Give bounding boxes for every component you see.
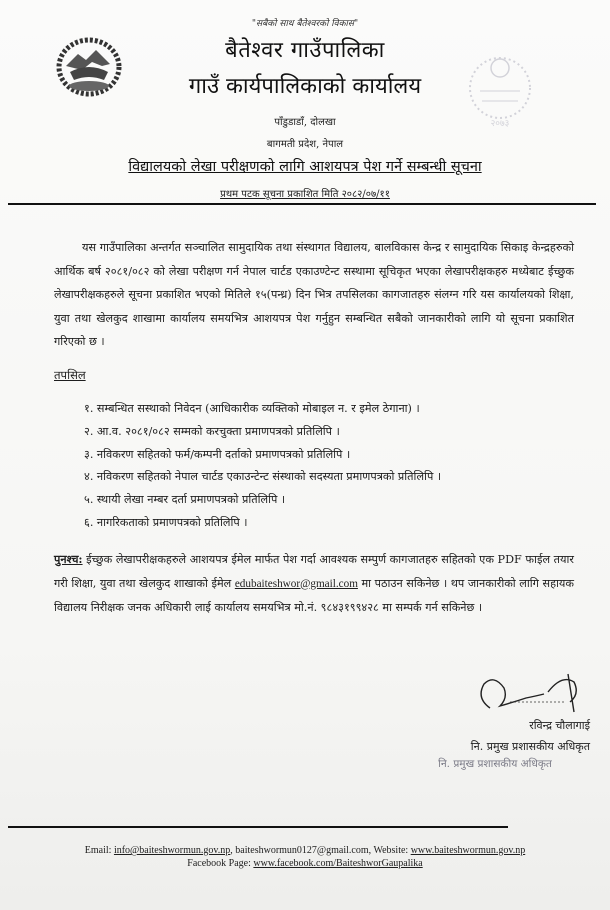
- email-separator: ,: [230, 845, 236, 856]
- address-line-1: पाँडुडाडाँ, दोलखा: [274, 117, 336, 128]
- notice-subject: विद्यालयको लेखा परीक्षणको लागि आशयपत्र पेश गर्ने सम्बन्धी सूचना: [128, 159, 482, 175]
- list-heading: तपसिल: [54, 368, 86, 382]
- office-name: गाउँ कार्यपालिकाको कार्यालय: [188, 74, 422, 99]
- requirements-list: [84, 398, 441, 535]
- list-item: १. सम्बन्धित सस्थाको निवेदन (आधिकारीक व्यक्तिको मोबाइल न. र इमेल ठेगाना) ।: [84, 402, 420, 415]
- footer-contact: [0, 845, 610, 856]
- list-item: ६. नागरिकताको प्रमाणपत्रको प्रतिलिपि ।: [84, 515, 248, 529]
- stamp-year: २०७३: [490, 119, 510, 129]
- list-item: ५. स्थायी लेखा नम्बर दर्ता प्रमाणपत्रको प्रतिलिपि ।: [84, 493, 286, 507]
- email-link-2[interactable]: baiteshwormun0127@gmail.com: [235, 845, 369, 856]
- note-email-link[interactable]: edubaiteshwor@gmail.com: [234, 577, 358, 590]
- slogan: "सबैको साथ बैतेश्वरको विकास": [251, 19, 359, 29]
- address-line-2: बागमती प्रदेश, नेपाल: [266, 139, 344, 150]
- signatory-title: नि. प्रमुख प्रशासकीय अधिकृत: [470, 740, 590, 753]
- signature-icon: [470, 668, 590, 720]
- signatory-name: रविन्द्र चौलागाई: [529, 719, 590, 732]
- note-label: पुनश्च:: [54, 552, 83, 566]
- facebook-label: Facebook Page:: [187, 858, 254, 869]
- publish-date: प्रथम पटक सूचना प्रकाशित मिति २०८२/०७/११: [220, 189, 390, 200]
- list-item: २. आ.व. २०८१/०८२ सम्मको करचुक्ता प्रमाणपत्रको प्रतिलिपि ।: [84, 424, 340, 438]
- facebook-link[interactable]: www.facebook.com/BaiteshworGaupalika: [253, 858, 423, 869]
- postscript-note: [54, 548, 574, 620]
- list-item: ३. नविकरण सहितको फर्म/कम्पनी दर्ताको प्रमाणपत्रको प्रतिलिपि ।: [84, 447, 351, 461]
- municipality-name: बैतेश्वर गाउँपालिका: [225, 38, 385, 63]
- signatory-stamp: नि. प्रमुख प्रशासकीय अधिकृत: [438, 758, 552, 770]
- note-text-1: ईच्छुक लेखापरीक्षकहरुले आशयपत्र ईमेल मार्फत पेश गर्दा आवश्यक सम्पुर्ण कागजातहरु सहितको एक PDF फाईल तयार गरी शिक्षा, युवा तथा खेलकुद शाखाको ईमेल: [54, 553, 574, 590]
- email-link-1[interactable]: info@baiteshwormun.gov.np: [113, 845, 231, 856]
- footer-facebook: [0, 858, 610, 869]
- list-item: ४. नविकरण सहितको नेपाल चार्टड एकाउन्टेन्ट संस्थाको सदस्यता प्रमाणपत्रको प्रतिलिपि ।: [84, 470, 442, 484]
- website-link[interactable]: www.baiteshwormun.gov.np: [410, 845, 526, 856]
- footer-divider: [8, 826, 508, 828]
- office-stamp-icon: [460, 46, 540, 136]
- note-text-2: मा पठाउन सकिनेछ । थप जानकारीको लागि सहायक विद्यालय निरीक्षक जनक अधिकारी लाई कार्यालय समयभित्र मो.नं. ९८४३१९९४२८ मा सम्पर्क गर्न सकिनेछ ।: [54, 576, 574, 614]
- email-label: Email:: [84, 845, 114, 856]
- header-divider: [8, 203, 596, 205]
- notice-body: यस गाउँपालिका अन्तर्गत सञ्चालित सामुदायिक तथा संस्थागत विद्यालय, बालविकास केन्द्र र सामुदायिक सिकाइ केन्द्रहरुको आर्थिक बर्ष २०८१/०८२ को लेखा परीक्षण गर्न नेपाल चार्टड एकाउण्टेन्ट सस्थामा सूचिकृत भएका लेखापरीक्षकहरु मध्येबाट ईच्छुक लेखापरीक्षकहरुले सूचना प्रकाशित भएको मितिले १५(पन्ध्र) दिन भित्र तपसिलका कागजातहरु संलग्न गरि यस कार्यालयको शिक्षा, युवा तथा खेलकुद शाखामा कार्यालय समयभित्र आशयपत्र पेश गर्नुहुन सम्बन्धित सबैको जानकारीको लागि यो सूचना प्रकाशित गरिएको छ ।: [54, 241, 574, 348]
- website-label: , Website:: [368, 845, 411, 856]
